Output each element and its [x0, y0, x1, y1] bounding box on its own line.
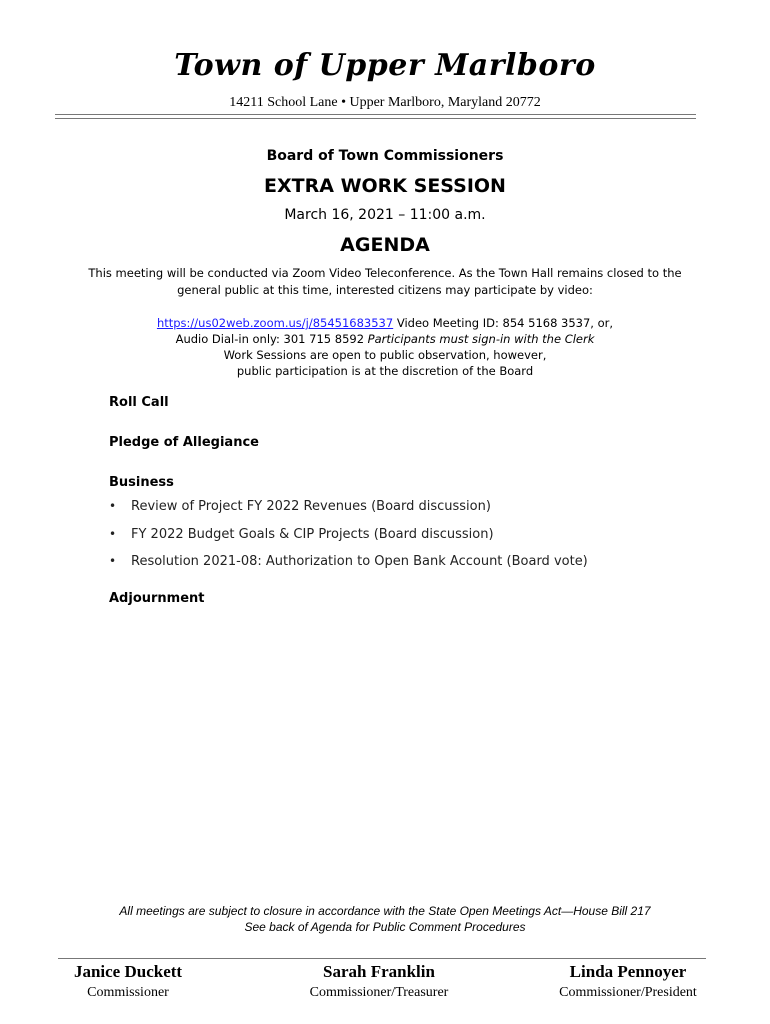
signer-block	[299, 962, 459, 1001]
list-item	[109, 527, 588, 555]
footer-note	[0, 903, 770, 935]
intro-text	[60, 265, 710, 298]
roll-call-heading: Roll Call	[109, 395, 169, 410]
dial-in: Audio Dial-in only: 301 715 8592	[175, 332, 368, 346]
session-title: EXTRA WORK SESSION	[264, 175, 506, 197]
observation-line-1: Work Sessions are open to public observation, however,	[223, 348, 547, 362]
agenda-title: AGENDA	[340, 234, 430, 256]
public-comment-note: See back of Agenda for Public Comment Procedures	[244, 920, 526, 934]
pledge-heading: Pledge of Allegiance	[109, 435, 259, 450]
open-meetings-note: All meetings are subject to closure in accordance with the State Open Meetings Act—House Bill 217	[119, 904, 651, 918]
board-name: Board of Town Commissioners	[266, 148, 504, 164]
business-heading: Business	[109, 475, 174, 490]
adjournment-heading: Adjournment	[109, 591, 205, 606]
sign-in-note: Participants must sign-in with the Clerk	[367, 332, 595, 346]
signer-name: Linda Pennoyer	[569, 962, 687, 981]
header-divider	[55, 114, 696, 119]
zoom-link[interactable]: https://us02web.zoom.us/j/85451683537	[156, 316, 394, 330]
meeting-id: Video Meeting ID: 854 5168 3537, or,	[393, 316, 614, 330]
signer-title: Commissioner/Treasurer	[309, 985, 449, 1000]
zoom-info	[60, 315, 710, 379]
business-item-text: Review of Project FY 2022 Revenues (Board discussion)	[131, 499, 491, 514]
business-item-text: FY 2022 Budget Goals & CIP Projects (Board discussion)	[131, 526, 494, 542]
bullet-icon: •	[109, 499, 117, 513]
bullet-icon: •	[109, 554, 117, 568]
signer-block	[542, 962, 714, 1001]
signer-title: Commissioner	[87, 985, 169, 1000]
list-item	[109, 554, 588, 582]
town-title: Town of Upper Marlboro	[174, 48, 596, 83]
dial-in-line	[60, 331, 710, 347]
signer-block	[48, 962, 208, 1001]
list-item	[109, 499, 588, 527]
business-list	[109, 499, 588, 582]
zoom-link-line	[60, 315, 710, 331]
signer-title: Commissioner/President	[559, 985, 697, 1000]
business-item-text: Resolution 2021-08: Authorization to Open Bank Account (Board vote)	[131, 554, 588, 569]
footer-divider	[58, 958, 706, 959]
session-date: March 16, 2021 – 11:00 a.m.	[284, 207, 486, 223]
intro-line-2: general public at this time, interested citizens may participate by video:	[177, 282, 593, 297]
bullet-icon: •	[109, 526, 117, 541]
signer-name: Sarah Franklin	[323, 962, 435, 981]
signer-name: Janice Duckett	[73, 962, 183, 981]
observation-line-2: public participation is at the discretion of the Board	[236, 364, 534, 378]
town-address: 14211 School Lane • Upper Marlboro, Maryland 20772	[229, 95, 541, 110]
intro-line-1: This meeting will be conducted via Zoom Video Teleconference. As the Town Hall remains closed to the	[88, 266, 682, 280]
